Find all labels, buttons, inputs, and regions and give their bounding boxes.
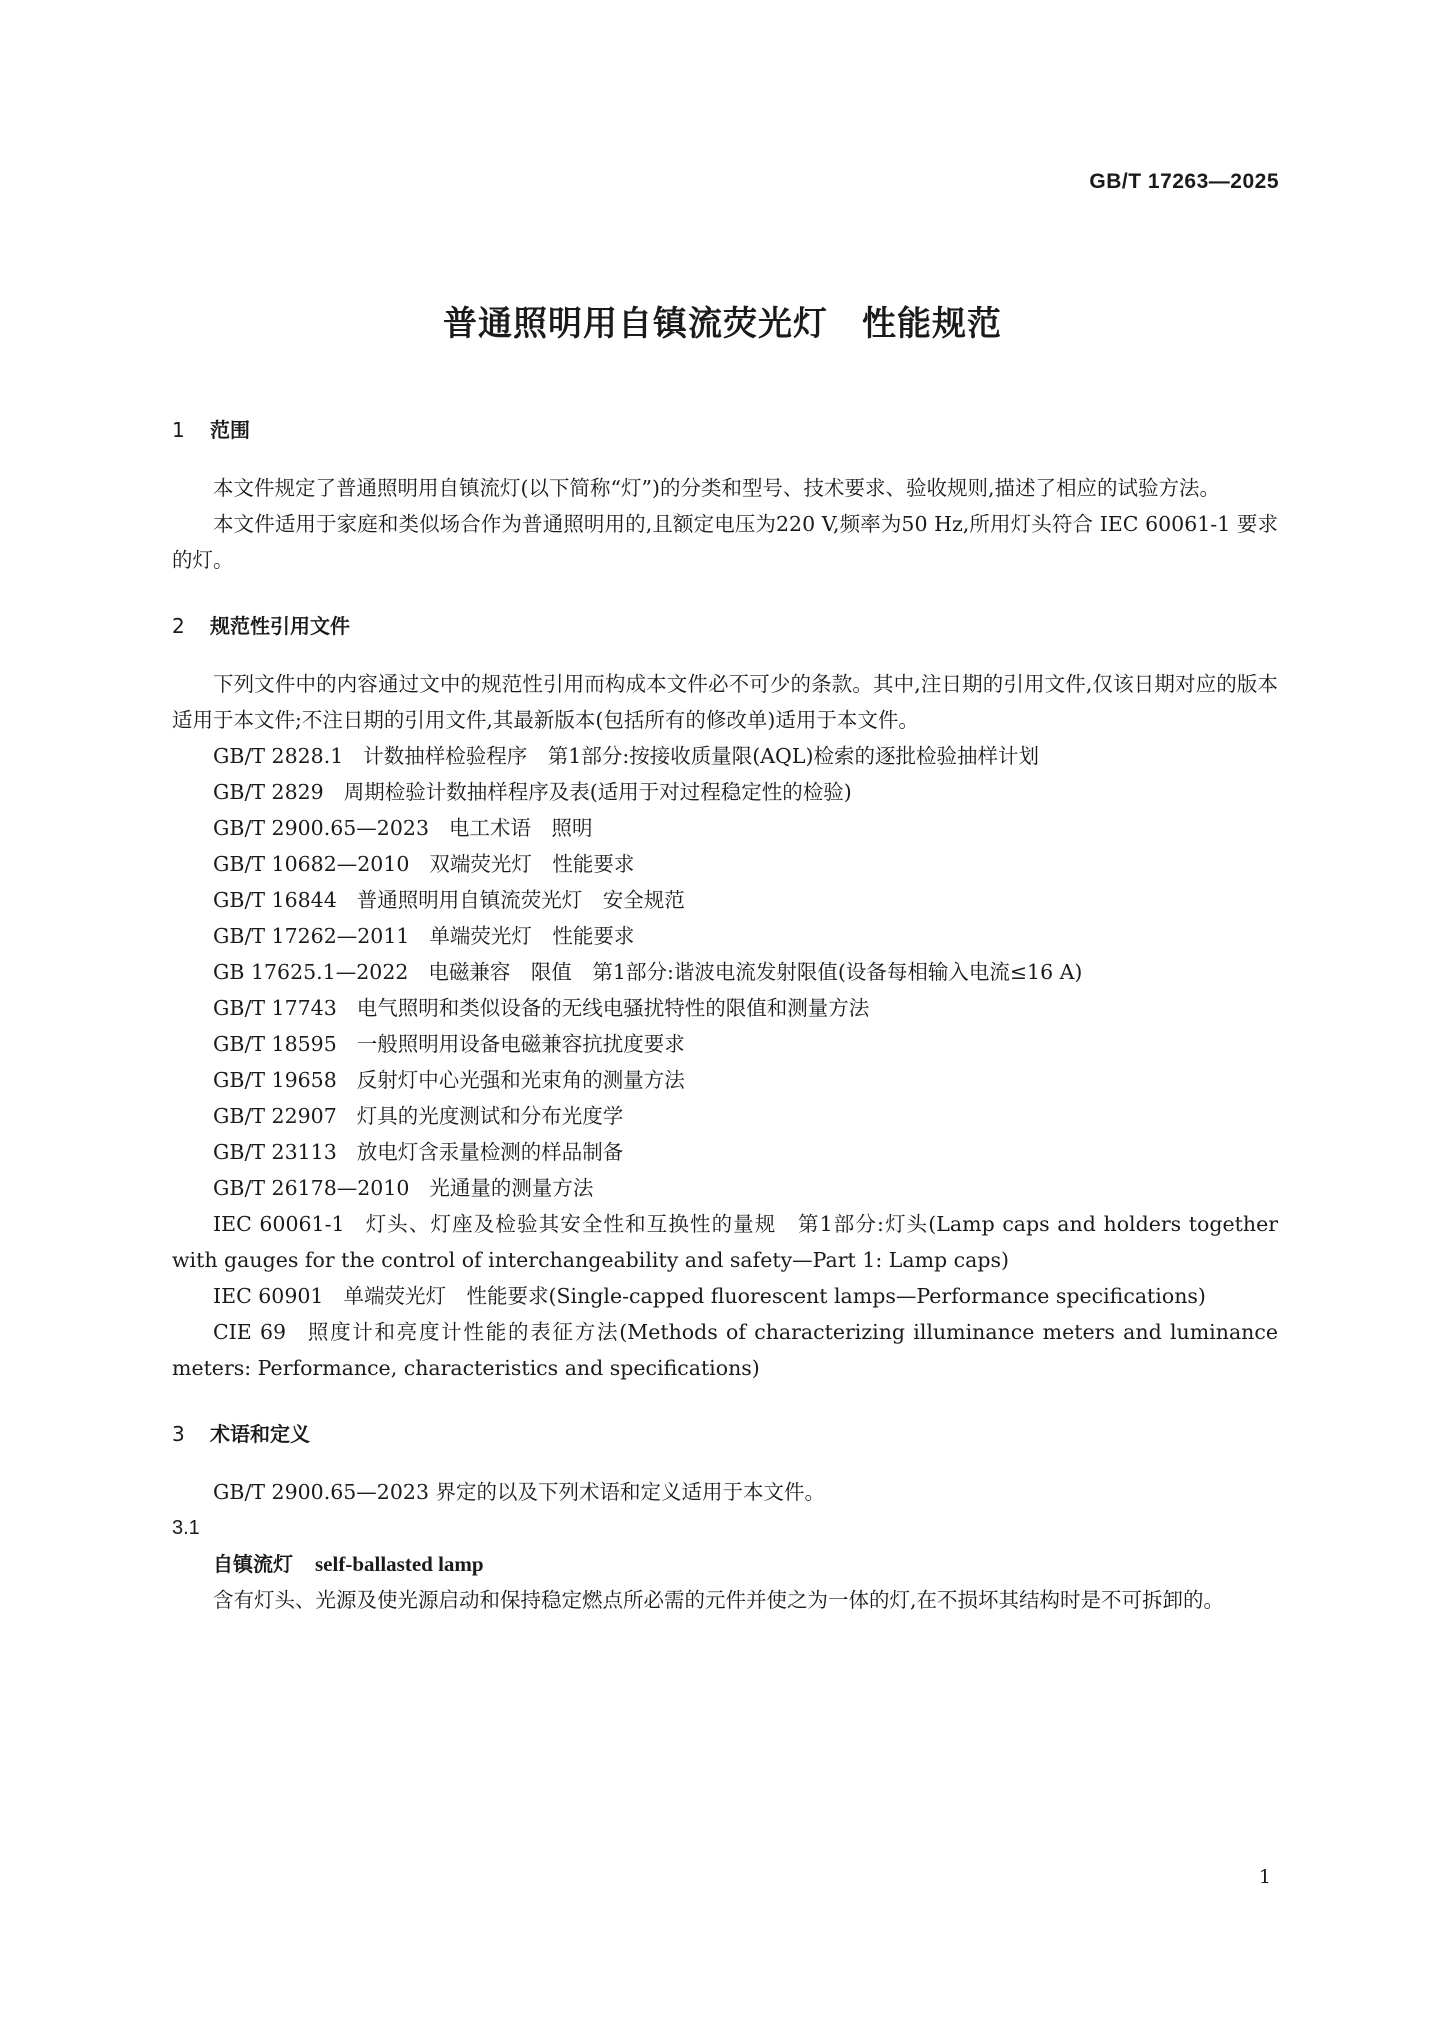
document-body bbox=[172, 410, 1278, 1618]
reference-item bbox=[172, 918, 1278, 954]
reference-item bbox=[172, 1206, 1278, 1278]
reference-code: CIE 69 bbox=[213, 1320, 287, 1344]
reference-item bbox=[172, 1314, 1278, 1386]
reference-title: 电气照明和类似设备的无线电骚扰特性的限值和测量方法 bbox=[356, 996, 870, 1020]
reference-item bbox=[172, 846, 1278, 882]
reference-code: GB 17625.1—2022 bbox=[213, 960, 409, 984]
scope-paragraph-1: 本文件规定了普通照明用自镇流灯(以下简称“灯”)的分类和型号、技术要求、验收规则,描述了相应的试验方法。 bbox=[213, 476, 1220, 500]
reference-code: GB/T 17743 bbox=[213, 996, 337, 1020]
term-name-en: self-ballasted lamp bbox=[315, 1552, 484, 1576]
reference-code: GB/T 18595 bbox=[213, 1032, 337, 1056]
section-number: 3 bbox=[172, 1422, 185, 1446]
reference-code: GB/T 2900.65—2023 bbox=[213, 816, 429, 840]
reference-item bbox=[172, 882, 1278, 918]
reference-code: GB/T 16844 bbox=[213, 888, 337, 912]
reference-title: 反射灯中心光强和光束角的测量方法 bbox=[356, 1068, 685, 1092]
reference-title: 一般照明用设备电磁兼容抗扰度要求 bbox=[356, 1032, 685, 1056]
scope-paragraph-2: 本文件适用于家庭和类似场合作为普通照明用的,且额定电压为220 V,频率为50 Hz,所用灯头符合 IEC 60061-1 要求的灯。 bbox=[172, 512, 1278, 572]
reference-item bbox=[172, 738, 1278, 774]
section-title: 术语和定义 bbox=[210, 1422, 310, 1446]
reference-title: 电磁兼容 限值 第1部分:谐波电流发射限值(设备每相输入电流≤16 A) bbox=[428, 960, 1083, 984]
section-1-heading bbox=[172, 410, 1278, 450]
reference-title: 照度计和亮度计性能的表征方法(Methods of characterizing illuminance meters and luminance meters: Performance, characteristics and specifications) bbox=[172, 1320, 1278, 1380]
reference-title: 光通量的测量方法 bbox=[429, 1176, 594, 1200]
reference-code: GB/T 23113 bbox=[213, 1140, 337, 1164]
reference-code: GB/T 17262—2011 bbox=[213, 924, 410, 948]
term-definition: 含有灯头、光源及使光源启动和保持稳定燃点所必需的元件并使之为一体的灯,在不损坏其结构时是不可拆卸的。 bbox=[213, 1588, 1225, 1612]
reference-title: 计数抽样检验程序 第1部分:按接收质量限(AQL)检索的逐批检验抽样计划 bbox=[363, 744, 1039, 768]
reference-item bbox=[172, 774, 1278, 810]
title-part-2: 性能规范 bbox=[862, 304, 1002, 344]
reference-code: GB/T 19658 bbox=[213, 1068, 337, 1092]
reference-item bbox=[172, 1098, 1278, 1134]
section-number: 2 bbox=[172, 614, 185, 638]
reference-item bbox=[172, 1062, 1278, 1098]
reference-item bbox=[172, 990, 1278, 1026]
term-name-zh: 自镇流灯 bbox=[213, 1552, 293, 1576]
reference-title: 电工术语 照明 bbox=[448, 816, 593, 840]
reference-code: GB/T 2829 bbox=[213, 780, 324, 804]
reference-title: 双端荧光灯 性能要求 bbox=[429, 852, 635, 876]
references-intro: 下列文件中的内容通过文中的规范性引用而构成本文件必不可少的条款。其中,注日期的引用文件,仅该日期对应的版本适用于本文件;不注日期的引用文件,其最新版本(包括所有的修改单)适用于本文件。 bbox=[172, 672, 1278, 732]
reference-title: 单端荧光灯 性能要求 bbox=[429, 924, 635, 948]
reference-code: IEC 60061-1 bbox=[213, 1212, 345, 1236]
reference-code: GB/T 22907 bbox=[213, 1104, 337, 1128]
reference-title: 灯具的光度测试和分布光度学 bbox=[356, 1104, 624, 1128]
reference-item bbox=[172, 1026, 1278, 1062]
page-number: 1 bbox=[1258, 1866, 1271, 1888]
reference-item bbox=[172, 810, 1278, 846]
reference-item bbox=[172, 1170, 1278, 1206]
reference-title: 普通照明用自镇流荧光灯 安全规范 bbox=[356, 888, 685, 912]
section-title: 规范性引用文件 bbox=[210, 614, 350, 638]
reference-code: GB/T 26178—2010 bbox=[213, 1176, 410, 1200]
reference-title: 放电灯含汞量检测的样品制备 bbox=[356, 1140, 624, 1164]
terms-intro: GB/T 2900.65—2023 界定的以及下列术语和定义适用于本文件。 bbox=[213, 1480, 825, 1504]
section-2-heading bbox=[172, 606, 1278, 646]
document-title bbox=[0, 296, 1445, 345]
section-title: 范围 bbox=[210, 418, 250, 442]
reference-code: GB/T 10682—2010 bbox=[213, 852, 410, 876]
reference-title: 灯头、灯座及检验其安全性和互换性的量规 第1部分:灯头(Lamp caps and holders together with gauges for the control of interchangeability and safety—Part 1: Lamp caps) bbox=[172, 1212, 1279, 1272]
reference-title: 单端荧光灯 性能要求(Single-capped fluorescent lamps—Performance specifications) bbox=[343, 1284, 1206, 1308]
standard-code: GB/T 17263—2025 bbox=[1089, 170, 1279, 193]
section-3-heading bbox=[172, 1414, 1278, 1454]
title-part-1: 普通照明用自镇流荧光灯 bbox=[443, 304, 828, 344]
term-heading bbox=[172, 1546, 1278, 1582]
reference-item bbox=[172, 1278, 1278, 1314]
reference-title: 周期检验计数抽样程序及表(适用于对过程稳定性的检验) bbox=[343, 780, 852, 804]
reference-code: IEC 60901 bbox=[213, 1284, 324, 1308]
reference-code: GB/T 2828.1 bbox=[213, 744, 344, 768]
reference-item bbox=[172, 1134, 1278, 1170]
reference-item bbox=[172, 954, 1278, 990]
section-number: 1 bbox=[172, 418, 185, 442]
term-number: 3.1 bbox=[172, 1517, 200, 1539]
